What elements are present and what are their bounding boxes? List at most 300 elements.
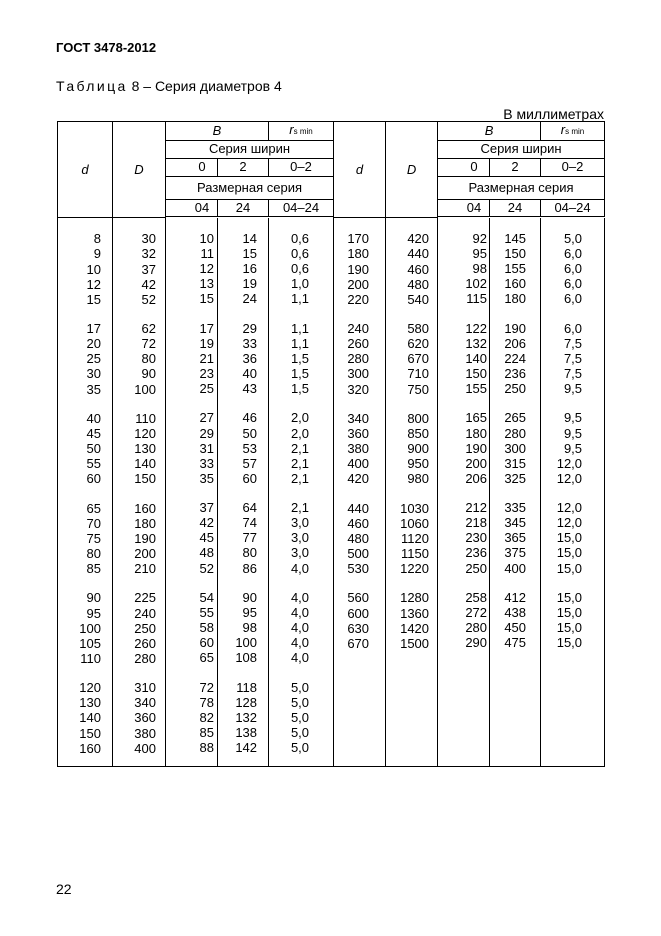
table-cell: 250: [134, 620, 156, 636]
table-cell: 325: [504, 470, 527, 486]
table-cell: 250: [465, 560, 488, 576]
table-cell: 200: [465, 455, 488, 471]
table-cell: 1420: [400, 620, 430, 636]
dim-04-left: 04: [166, 199, 218, 217]
table-cell: 206: [504, 335, 527, 351]
table-cell: 17: [199, 320, 214, 336]
table-cell: 12: [199, 261, 214, 277]
table-cell: 42: [199, 515, 214, 531]
table-cell: 260: [347, 336, 370, 352]
col-head-d-right: d: [334, 122, 386, 218]
table-cell: 480: [347, 530, 370, 546]
table-cell: 5,0: [290, 709, 310, 725]
table-cell: 180: [134, 515, 156, 531]
table-cell: 240: [134, 605, 156, 621]
table-cell: 105: [79, 635, 101, 651]
table-cell: 142: [235, 740, 258, 756]
table-cell: 10: [199, 230, 214, 246]
table-cell: 80: [141, 351, 156, 367]
table-cell: 128: [235, 694, 258, 710]
table-cell: 630: [347, 620, 370, 636]
table-cell: 540: [407, 291, 430, 307]
group-gap: [490, 486, 526, 500]
table-cell: 92: [472, 230, 488, 246]
table-cell: 1,5: [290, 350, 310, 366]
group-gap: [58, 666, 101, 680]
group-gap: [334, 307, 369, 321]
table-cell: 400: [347, 456, 370, 472]
table-cell: 17: [86, 321, 101, 337]
table-cell: 200: [134, 545, 156, 561]
table-cell: 35: [199, 470, 214, 486]
table-cell: 52: [141, 291, 156, 307]
table-cell: 2,1: [290, 470, 310, 486]
table-cell: 5,0: [290, 694, 310, 710]
table-cell: 70: [86, 515, 101, 531]
table-cell: 32: [141, 246, 156, 262]
table-cell: 12,0: [556, 455, 583, 471]
table-cell: 15: [86, 291, 101, 307]
table-cell: 150: [465, 365, 488, 381]
width-02-right: 0–2: [541, 158, 605, 176]
group-gap: [269, 576, 309, 590]
table-cell: 90: [86, 590, 101, 606]
table-cell: 15,0: [556, 560, 583, 576]
column-B04-right: [438, 218, 490, 767]
col-head-D-right: D: [386, 122, 438, 218]
col-head-D-left: D: [113, 122, 166, 218]
table-cell: 60: [86, 471, 101, 487]
table-cell: 0,6: [290, 230, 310, 246]
table-cell: 360: [347, 426, 370, 442]
table-cell: 110: [135, 410, 156, 426]
r-symbol: r: [560, 122, 566, 137]
col-head-B-right: B: [438, 122, 541, 141]
table-cell: 52: [199, 560, 214, 576]
table-cell: 75: [86, 530, 101, 546]
group-gap: [113, 576, 156, 590]
bearing-dimensions-table: [57, 121, 605, 767]
table-cell: 165: [465, 410, 488, 426]
group-gap: [490, 576, 526, 590]
table-cell: 160: [504, 276, 527, 292]
table-cell: 21: [199, 350, 214, 366]
table-cell: 25: [199, 381, 214, 397]
column-B24-left: [218, 218, 269, 767]
table-cell: 335: [504, 500, 527, 516]
table-cell: 1220: [400, 561, 430, 577]
group-gap: [438, 306, 487, 320]
table-cell: 6,0: [563, 320, 583, 336]
group-gap: [113, 397, 156, 411]
table-cell: 8: [93, 231, 101, 247]
table-cell: 180: [504, 291, 527, 307]
table-cell: 2,1: [290, 500, 310, 516]
group-gap: [334, 486, 369, 500]
table-cell: 750: [407, 381, 430, 397]
table-cell: 9,5: [563, 410, 583, 426]
table-cell: 6,0: [563, 291, 583, 307]
table-cell: 375: [504, 545, 527, 561]
table-cell: 250: [504, 381, 527, 397]
group-gap: [386, 576, 429, 590]
dim-series-right: Размерная серия: [438, 176, 605, 199]
table-cell: 300: [504, 440, 527, 456]
table-cell: 43: [242, 381, 258, 397]
table-cell: 438: [504, 605, 527, 621]
table-cell: 15: [199, 291, 214, 307]
table-cell: 190: [504, 320, 527, 336]
table-cell: 45: [86, 426, 101, 442]
table-cell: 9: [93, 246, 101, 262]
table-cell: 480: [407, 276, 430, 292]
table-cell: 29: [199, 425, 214, 441]
table-cell: 20: [86, 336, 101, 352]
table-cell: 14: [242, 230, 258, 246]
width-series-left: Серия ширин: [166, 141, 334, 159]
table-cell: 460: [407, 261, 430, 277]
table-cell: 900: [407, 441, 430, 457]
table-cell: 10: [86, 261, 101, 277]
table-cell: 315: [504, 455, 527, 471]
table-cell: 500: [347, 545, 370, 561]
table-cell: 60: [242, 470, 258, 486]
table-cell: 7,5: [563, 350, 583, 366]
table-cell: 15,0: [556, 605, 583, 621]
table-cell: 225: [134, 590, 156, 606]
table-cell: 240: [347, 321, 370, 337]
group-gap: [386, 397, 429, 411]
col-head-r-right: [541, 122, 605, 141]
table-cell: 218: [465, 515, 488, 531]
column-D-left: [113, 218, 166, 767]
table-cell: 120: [79, 680, 101, 696]
table-cell: 1,5: [290, 381, 310, 397]
table-cell: 30: [86, 366, 101, 382]
table-cell: 380: [134, 725, 156, 741]
table-cell: 115: [466, 291, 488, 307]
group-gap: [58, 397, 101, 411]
table-cell: 9,5: [563, 425, 583, 441]
table-cell: 37: [199, 500, 214, 516]
table-caption: [56, 78, 282, 94]
table-cell: 212: [465, 500, 488, 516]
table-cell: 320: [347, 381, 370, 397]
table-cell: 620: [407, 336, 430, 352]
table-cell: 365: [504, 530, 527, 546]
table-cell: 42: [141, 276, 156, 292]
table-cell: 475: [504, 635, 527, 651]
table-cell: 9,5: [563, 381, 583, 397]
table-cell: 86: [242, 560, 258, 576]
table-cell: 380: [347, 441, 370, 457]
column-B24-right: [490, 218, 541, 767]
table-cell: 25: [86, 351, 101, 367]
table-cell: 530: [347, 561, 370, 577]
r-subscript: s min: [293, 127, 313, 136]
group-gap: [541, 306, 582, 320]
table-cell: 2,0: [290, 425, 310, 441]
table-cell: 150: [504, 245, 527, 261]
table-cell: 55: [86, 456, 101, 472]
table-cell: 15: [242, 245, 258, 261]
table-cell: 600: [347, 605, 370, 621]
table-cell: 280: [504, 425, 527, 441]
column-r-left: [269, 218, 334, 767]
table-cell: 272: [465, 605, 488, 621]
table-cell: 560: [347, 590, 370, 606]
table-cell: 33: [242, 335, 258, 351]
table-cell: 4,0: [290, 620, 310, 636]
table-cell: 100: [134, 381, 156, 397]
table-cell: 50: [86, 441, 101, 457]
table-cell: 77: [242, 530, 258, 546]
group-gap: [490, 306, 526, 320]
table-cell: 290: [465, 635, 488, 651]
table-cell: 980: [407, 471, 430, 487]
table-cell: 155: [504, 261, 527, 277]
table-cell: 12,0: [556, 500, 583, 516]
table-cell: 29: [242, 320, 258, 336]
r-symbol: r: [289, 122, 294, 137]
table-cell: 58: [199, 620, 214, 636]
table-cell: 300: [347, 366, 370, 382]
table-cell: 140: [134, 456, 156, 472]
group-gap: [334, 397, 369, 411]
table-cell: 36: [242, 350, 258, 366]
group-gap: [218, 486, 257, 500]
group-gap: [58, 576, 101, 590]
table-cell: 1,5: [290, 365, 310, 381]
group-gap: [438, 396, 487, 410]
table-cell: 160: [134, 500, 156, 516]
table-cell: 345: [504, 515, 527, 531]
table-cell: 265: [504, 410, 527, 426]
table-cell: 12: [86, 276, 101, 292]
group-gap: [166, 396, 214, 410]
column-r-right: [541, 218, 605, 767]
table-cell: 19: [199, 335, 214, 351]
table-cell: 45: [199, 530, 214, 546]
width-0-left: 0: [166, 158, 218, 176]
group-gap: [166, 576, 214, 590]
table-cell: 190: [347, 261, 370, 277]
table-cell: 37: [141, 261, 156, 277]
page-number: 22: [56, 881, 72, 897]
table-cell: 224: [504, 350, 527, 366]
table-cell: 440: [407, 246, 430, 262]
table-cell: 150: [134, 471, 156, 487]
table-cell: 4,0: [290, 560, 310, 576]
table-cell: 710: [407, 366, 430, 382]
table-cell: 280: [465, 620, 488, 636]
table-cell: 850: [407, 426, 430, 442]
table-cell: 340: [134, 695, 156, 711]
table-cell: 210: [134, 561, 156, 577]
group-gap: [166, 306, 214, 320]
dim-series-left: Размерная серия: [166, 176, 334, 199]
width-0-right: 0: [438, 158, 490, 176]
group-gap: [166, 486, 214, 500]
group-gap: [490, 396, 526, 410]
table-cell: 412: [504, 589, 527, 605]
group-gap: [438, 486, 487, 500]
table-cell: 82: [199, 709, 214, 725]
table-cell: 102: [465, 276, 488, 292]
table-cell: 206: [465, 470, 488, 486]
table-cell: 1030: [400, 500, 430, 516]
table-cell: 1,1: [290, 335, 310, 351]
col-head-d-left: d: [58, 122, 113, 218]
table-cell: 15,0: [556, 530, 583, 546]
table-cell: 190: [134, 530, 156, 546]
width-2-right: 2: [490, 158, 541, 176]
table-cell: 40: [242, 365, 258, 381]
table-cell: 140: [465, 350, 488, 366]
table-cell: 1360: [400, 605, 430, 621]
group-gap: [113, 307, 156, 321]
table-cell: 15,0: [556, 545, 583, 561]
caption-title: 8 – Серия диаметров 4: [127, 78, 282, 94]
table-cell: 27: [199, 410, 214, 426]
table-cell: 360: [134, 710, 156, 726]
table-cell: 236: [465, 545, 488, 561]
table-cell: 31: [199, 440, 214, 456]
width-2-left: 2: [218, 158, 269, 176]
table-cell: 95: [242, 605, 258, 621]
table-cell: 122: [465, 320, 488, 336]
table-cell: 80: [242, 545, 258, 561]
document-code: ГОСТ 3478-2012: [56, 40, 157, 55]
units-note: В миллиметрах: [503, 106, 604, 122]
table-cell: 23: [199, 365, 214, 381]
table-cell: 420: [407, 231, 430, 247]
table-body: [58, 218, 605, 767]
table-cell: 7,5: [563, 365, 583, 381]
table-cell: 4,0: [290, 650, 310, 666]
table-cell: 4,0: [290, 605, 310, 621]
table-cell: 98: [242, 620, 258, 636]
table-cell: 118: [236, 679, 258, 695]
table-cell: 62: [141, 321, 156, 337]
table-cell: 13: [199, 276, 214, 292]
table-cell: 400: [504, 560, 527, 576]
table-cell: 260: [134, 635, 156, 651]
table-cell: 160: [79, 740, 101, 756]
table-cell: 85: [86, 561, 101, 577]
table-cell: 1280: [400, 590, 430, 606]
table-cell: 54: [199, 589, 214, 605]
table-cell: 88: [199, 740, 214, 756]
table-cell: 200: [347, 276, 370, 292]
table-cell: 580: [407, 321, 430, 337]
table-cell: 1120: [401, 530, 430, 546]
group-gap: [334, 576, 369, 590]
table-cell: 130: [79, 695, 101, 711]
table-cell: 53: [242, 440, 258, 456]
table-cell: 258: [465, 589, 488, 605]
table-cell: 9,5: [563, 440, 583, 456]
table-cell: 132: [465, 335, 488, 351]
table-cell: 57: [242, 455, 258, 471]
table-cell: 40: [86, 410, 101, 426]
table-cell: 1,1: [290, 291, 310, 307]
table-cell: 0,6: [290, 245, 310, 261]
table-cell: 2,1: [290, 455, 310, 471]
table-cell: 460: [347, 515, 370, 531]
table-cell: 1,0: [290, 276, 310, 292]
table-cell: 1500: [400, 635, 430, 651]
table-cell: 0,6: [290, 261, 310, 277]
table-cell: 15,0: [556, 589, 583, 605]
group-gap: [218, 306, 257, 320]
table-cell: 110: [80, 650, 101, 666]
table-cell: 440: [347, 500, 370, 516]
group-gap: [113, 666, 156, 680]
group-gap: [438, 576, 487, 590]
table-cell: 15,0: [556, 635, 583, 651]
table-cell: 130: [134, 441, 156, 457]
table-cell: 95: [86, 605, 101, 621]
table-cell: 5,0: [290, 679, 310, 695]
dim-0424-left: 04–24: [269, 199, 334, 217]
table-cell: 800: [407, 410, 430, 426]
table-cell: 6,0: [563, 276, 583, 292]
table-cell: 120: [134, 426, 156, 442]
table-cell: 5,0: [290, 740, 310, 756]
group-gap: [541, 486, 582, 500]
r-subscript: s min: [565, 127, 585, 136]
table-cell: 80: [86, 545, 101, 561]
table-cell: 78: [199, 694, 214, 710]
table-cell: 19: [242, 276, 258, 292]
column-d-left: [58, 218, 113, 767]
group-gap: [269, 306, 309, 320]
table-cell: 670: [347, 635, 370, 651]
table-cell: 140: [79, 710, 101, 726]
table-cell: 2,0: [290, 410, 310, 426]
table-cell: 280: [134, 650, 156, 666]
table-cell: 180: [465, 425, 488, 441]
table-cell: 190: [465, 440, 488, 456]
table-cell: 15,0: [556, 620, 583, 636]
table-cell: 5,0: [290, 725, 310, 740]
table-cell: 12,0: [556, 515, 583, 531]
group-gap: [218, 396, 257, 410]
table-cell: 98: [472, 261, 488, 277]
table-cell: 5,0: [563, 230, 583, 246]
table-cell: 310: [134, 680, 156, 696]
table-cell: 50: [242, 425, 258, 441]
group-gap: [218, 665, 257, 679]
table-cell: 65: [86, 500, 101, 516]
table-cell: 155: [465, 381, 488, 397]
table-cell: 48: [199, 545, 214, 561]
table-cell: 7,5: [563, 335, 583, 351]
table-cell: 450: [504, 620, 527, 636]
table-cell: 1,1: [290, 320, 310, 336]
table-cell: 400: [134, 740, 156, 756]
table-cell: 85: [199, 725, 214, 740]
table-cell: 108: [235, 650, 258, 666]
table-cell: 65: [199, 650, 214, 666]
table-cell: 90: [141, 366, 156, 382]
table-cell: 670: [407, 351, 430, 367]
group-gap: [269, 665, 309, 679]
table-cell: 55: [199, 605, 214, 621]
group-gap: [58, 486, 101, 500]
col-head-r-left: [269, 122, 334, 141]
